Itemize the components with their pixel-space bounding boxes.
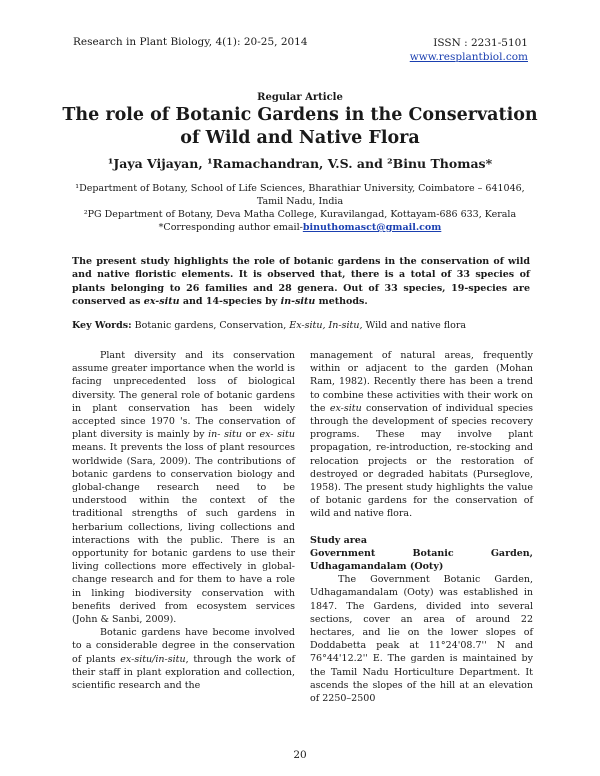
paragraph: The Government Botanic Garden, Udhagamandalam (Ooty) was established in 1847. The Gardens, divided into several sections, cover an area of around 22 hectares, and lie on the lower slopes of Doddabetta peak at 11°24'08.7'' N and 76°44'12.2'' E. The garden is maintained by the Tamil Nadu Horticulture Department. It ascends the slopes of the hill at an elevation of 2250–2500 xyxy=(310,574,533,705)
keywords-label: Key Words: xyxy=(72,320,132,331)
keywords-italic: Ex-situ, In-situ, xyxy=(289,320,363,331)
keywords-text: Wild and native flora xyxy=(362,320,467,331)
paragraph xyxy=(72,626,295,692)
affiliation-1: ¹Department of Botany, School of Life Sciences, Bharathiar University, Coimbatore – 641046, Tamil Nadu, India xyxy=(75,183,525,207)
subsection-heading: Government Botanic Garden, Udhagamandalam (Ooty) xyxy=(310,547,533,573)
page-number: 20 xyxy=(293,749,307,761)
text-run: , through the work of their staff in plant exploration and collection, scientific research and the xyxy=(72,653,295,692)
abstract-text: methods. xyxy=(315,295,368,307)
author-email-link[interactable]: binuthomasct@gmail.com xyxy=(302,222,442,233)
body-column-left xyxy=(72,349,295,692)
text-run: means. It prevents the loss of plant resources worldwide (Sara, 2009). The contributions of botanic gardens to conservation biology and global-change research need to be understood within the context of the traditional strengths of such gardens in herbarium collections, living collections and interactions with the public. There is an opportunity for botanic gardens to use their living collections more effectively in global-change research and for them to have a role in linking biodiversity conservation with benefits derived from ecosystem services (John & Sanbi, 2009). xyxy=(72,442,295,626)
affiliations xyxy=(70,182,530,234)
body-column-right xyxy=(310,349,533,705)
abstract xyxy=(72,255,530,308)
italic-term: ex-situ/in-situ xyxy=(120,653,186,665)
journal-citation: Research in Plant Biology, 4(1): 20-25, 2014 xyxy=(73,36,308,48)
keywords xyxy=(72,320,530,331)
section-heading: Study area xyxy=(310,534,367,546)
italic-term: in- situ xyxy=(208,429,242,441)
italic-term: ex- situ xyxy=(259,429,295,441)
keywords-text: Botanic gardens, Conservation, xyxy=(131,320,290,331)
abstract-text: and 14-species by xyxy=(179,295,281,307)
issn: ISSN : 2231-5101 xyxy=(433,37,528,49)
header-right xyxy=(410,36,528,64)
italic-term: ex-situ xyxy=(329,402,362,414)
article-title: The role of Botanic Gardens in the Conservation of Wild and Native Flora xyxy=(62,105,538,148)
text-run: conservation of individual species through the development of species recovery programs. These may involve plant propagation, re-introduction, re-stocking and relocation projects or the restoration of destroyed or degraded habitats (Purseglove, 1958). The present study highlights the value of botanic gardens for the conservation of wild and native flora. xyxy=(310,402,533,520)
text-run: Plant diversity and its conservation assume greater importance when the world is facing unprecedented loss of biological diversity. The general role of botanic gardens in plant conservation has been widely accepted since 1970 's. The conservation of plant diversity is mainly by xyxy=(72,350,295,441)
corresponding-label: *Corresponding author email- xyxy=(158,222,303,233)
paragraph xyxy=(310,349,533,521)
authors: ¹Jaya Vijayan, ¹Ramachandran, V.S. and ²Binu Thomas* xyxy=(107,156,493,171)
corresponding-author xyxy=(70,221,530,234)
paragraph xyxy=(72,349,295,626)
abstract-text: The present study highlights the role of botanic gardens in the conservation of wild and native floristic elements. It is observed that, there is a total of 33 species of plants belonging to 26 families and 28 genera. Out of 33 species, 19-species are conserved as xyxy=(72,256,530,307)
text-run: or xyxy=(241,429,260,441)
journal-url-link[interactable]: www.resplantbiol.com xyxy=(409,51,528,63)
affiliation-2: ²PG Department of Botany, Deva Matha College, Kuravilangad, Kottayam-686 633, Kerala xyxy=(83,209,517,220)
article-type: Regular Article xyxy=(257,92,343,103)
text-run: management of natural areas, frequently within or adjacent to the garden (Mohan Ram, 1982). Recently there has been a trend to combine these activities with their work on the xyxy=(310,350,533,414)
text-run: Botanic gardens have become involved to a considerable degree in the conservation of plants xyxy=(72,627,295,665)
abstract-term: in-situ xyxy=(280,295,316,307)
abstract-term: ex-situ xyxy=(143,295,180,307)
